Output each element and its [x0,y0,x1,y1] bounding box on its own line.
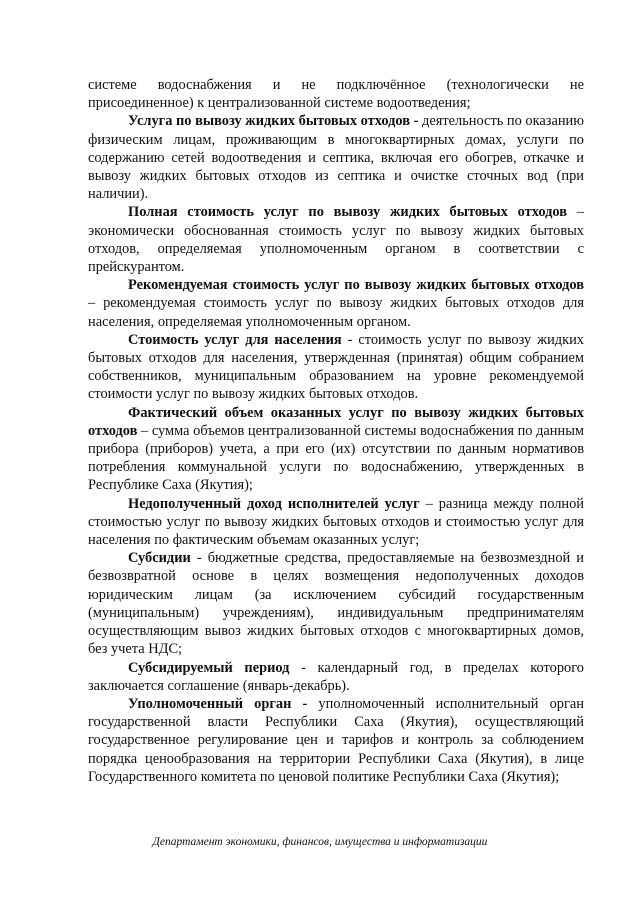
definition-term: Субсидии [128,550,191,567]
definition-text: - календарный год, в пределах которого заключается соглашение (январь-декабрь). [88,659,584,694]
definition-term: Недополученный доход исполнителей услуг [128,495,420,512]
definition-text: – разница между полной стоимостью услуг по вывозу жидких бытовых отходов и стоимостью услуг для населения по фактическим объемам оказанных услуг; [88,495,584,549]
paragraph-continuation [88,76,584,112]
definition-text: - бюджетные средства, предоставляемые на безвозмездной и безвозвратной основе в целях возмещения недополученных доходов юридическим лицам (за исключением субсидий государственным (муниципальным) учреждениям), индивидуальным предпринимателям осуществляющим вывоз жидких бытовых отходов с многоквартирных домов, без учета НДС; [88,550,584,658]
definition-term: Уполномоченный орган - [128,695,308,712]
definition-text: – рекомендуемая стоимость услуг по вывозу жидких бытовых отходов для населения, определяемая уполномоченным органом. [88,295,584,330]
definition-term: Рекомендуемая стоимость услуг по вывозу жидких бытовых отходов [128,277,584,294]
definition-actual-volume [88,404,584,495]
definition-usluga [88,112,584,203]
definition-term: Услуга по вывозу жидких бытовых отходов - [128,113,419,130]
definition-text: - стоимость услуг по вывозу жидких бытовых отходов для населения, утвержденная (принятая) общим собранием собственников, муниципальным образованием на уровне рекомендуемой стоимости услуг по вывозу жидких бытовых отходов. [88,331,584,403]
definition-text: – экономически обоснованная стоимость услуг по вывозу жидких бытовых отходов, определяемая уполномоченным органом в соответствии с прейскурантом. [88,204,584,276]
definition-recommended-cost [88,276,584,331]
definition-text: деятельность по оказанию физическим лицам, проживающим в многоквартирных домах, услуги по содержанию сетей водоотведения и септика, включая его обогрев, откачке и вывозу жидких бытовых отходов из септика и очистке сточных вод (при наличии). [88,113,584,203]
definition-subsidized-period [88,659,584,695]
definition-authorized-body [88,695,584,786]
definition-subsidies [88,549,584,658]
definition-term: Субсидируемый период [128,659,290,676]
definition-population-cost [88,331,584,404]
paragraph-text: системе водоснабжения и не подключённое (технологически не присоединенное) к централизованной системе водоотведения; [88,77,584,112]
document-body [88,76,584,786]
definition-term: Стоимость услуг для населения [128,331,342,348]
definition-lost-income [88,495,584,550]
definition-term: Фактический объем оказанных услуг по вывозу жидких бытовых отходов [88,404,584,439]
definition-term: Полная стоимость услуг по вывозу жидких бытовых отходов [128,204,568,221]
definition-full-cost [88,203,584,276]
page-footer: Департамент экономики, финансов, имущества и информатизации [152,836,488,848]
definition-text: уполномоченный исполнительный орган государственной власти Республики Саха (Якутия), осуществляющий государственное регулирование цен и тарифов и контроль за соблюдением порядка ценообразования на территории Республики Саха (Якутия), в лице Государственного комитета по ценовой политике Республики Саха (Якутия); [88,695,584,785]
definition-text: – сумма объемов централизованной системы водоснабжения по данным прибора (приборов) учета, а при его (их) отсутствии по данным нормативов потребления коммунальной услуги по водоснабжению, утвержденных в Республике Саха (Якутия); [88,422,584,494]
